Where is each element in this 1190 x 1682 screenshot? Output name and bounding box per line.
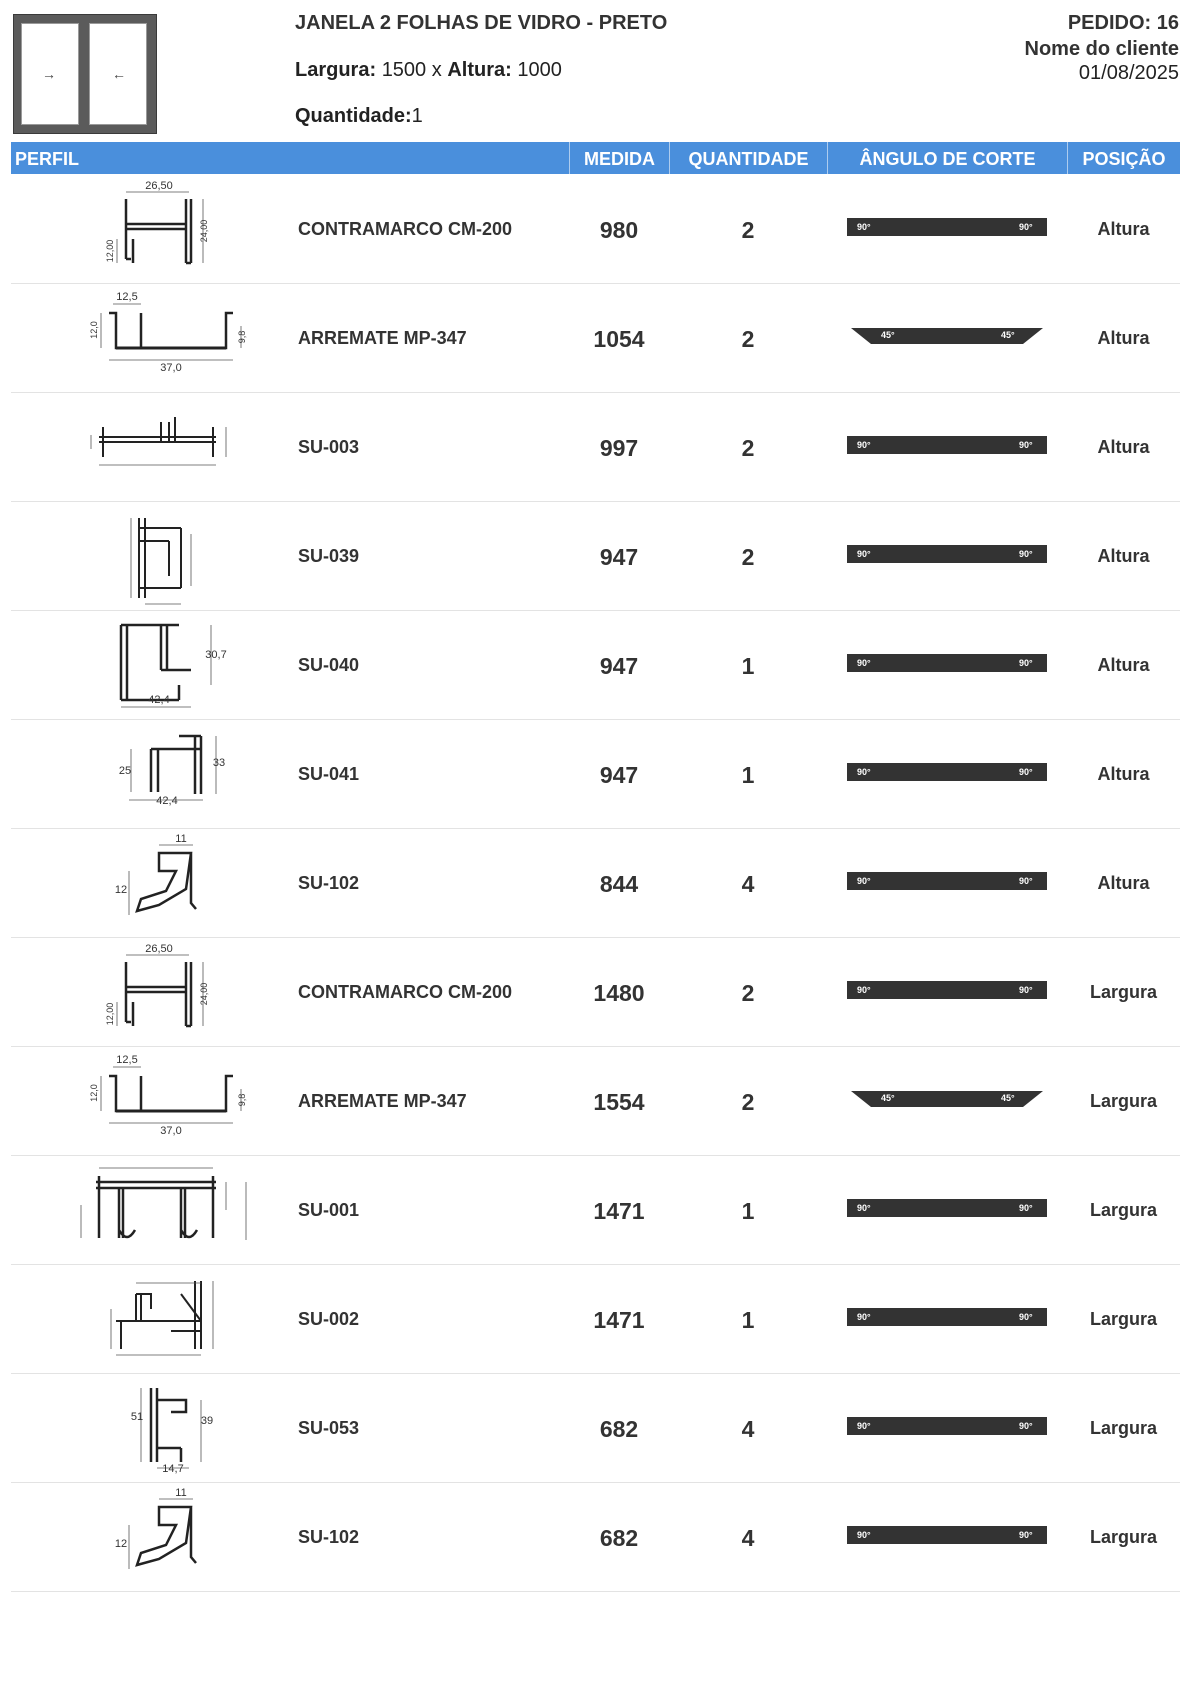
profile-quantidade: 2 bbox=[741, 217, 755, 243]
cut-angle bbox=[847, 431, 1047, 457]
column-angulo: ÂNGULO DE CORTE bbox=[827, 142, 1067, 174]
svg-text:90°: 90° bbox=[1019, 767, 1033, 777]
profile-name: CONTRAMARCO CM-200 bbox=[298, 219, 513, 239]
profile-medida: 682 bbox=[599, 1416, 639, 1442]
profile-posicao: Altura bbox=[1097, 219, 1150, 239]
svg-text:24,00: 24,00 bbox=[199, 982, 209, 1006]
profile-posicao: Altura bbox=[1097, 764, 1150, 784]
svg-text:12,0: 12,0 bbox=[89, 1084, 99, 1102]
profile-name: CONTRAMARCO CM-200 bbox=[298, 982, 513, 1002]
order-number: PEDIDO: 16 bbox=[1067, 12, 1179, 34]
product-dimensions bbox=[295, 59, 562, 82]
profile-medida: 980 bbox=[599, 217, 639, 243]
table-row bbox=[11, 720, 1180, 829]
svg-text:12,00: 12,00 bbox=[105, 1002, 115, 1026]
profile-quantidade: 2 bbox=[741, 435, 755, 461]
svg-text:90°: 90° bbox=[857, 985, 871, 995]
svg-text:25: 25 bbox=[118, 765, 132, 777]
profile-medida: 1471 bbox=[593, 1307, 645, 1333]
svg-text:12: 12 bbox=[114, 884, 128, 896]
profile-drawing-su039 bbox=[41, 506, 281, 606]
height-value: 1000 bbox=[517, 59, 562, 81]
svg-text:45°: 45° bbox=[1001, 1093, 1015, 1103]
cut-angle-90 bbox=[847, 540, 1047, 566]
svg-text:90°: 90° bbox=[857, 549, 871, 559]
svg-text:90°: 90° bbox=[857, 440, 871, 450]
svg-text:12: 12 bbox=[114, 1538, 128, 1550]
profile-drawing-su003 bbox=[41, 397, 281, 497]
profile-name: SU-102 bbox=[298, 873, 360, 893]
profile-drawing-su102 bbox=[41, 833, 281, 933]
cut-angle-90 bbox=[847, 431, 1047, 457]
profile-medida: 947 bbox=[599, 544, 639, 570]
cut-angle-90 bbox=[847, 1521, 1047, 1547]
profile-medida: 844 bbox=[599, 871, 639, 897]
column-quantidade: QUANTIDADE bbox=[669, 142, 827, 174]
cut-angle bbox=[847, 758, 1047, 784]
arrow-right-icon: → bbox=[42, 66, 56, 82]
client-name: Nome do cliente bbox=[1024, 38, 1179, 60]
cut-angle bbox=[847, 1085, 1047, 1111]
profile-name: SU-039 bbox=[298, 546, 360, 566]
profile-drawing-mp347 bbox=[41, 1051, 281, 1151]
profile-drawing-su041 bbox=[41, 724, 281, 824]
svg-text:90°: 90° bbox=[1019, 1530, 1033, 1540]
profile-name: ARREMATE MP-347 bbox=[298, 328, 467, 348]
svg-text:24,00: 24,00 bbox=[199, 219, 209, 243]
table-row bbox=[11, 284, 1180, 393]
profile-medida: 1554 bbox=[593, 1089, 645, 1115]
svg-text:90°: 90° bbox=[857, 876, 871, 886]
table-header bbox=[11, 142, 1180, 174]
svg-text:90°: 90° bbox=[1019, 985, 1033, 995]
profile-quantidade: 4 bbox=[741, 1525, 755, 1551]
profile-medida: 947 bbox=[599, 762, 639, 788]
svg-text:9,8: 9,8 bbox=[237, 330, 247, 344]
svg-text:90°: 90° bbox=[857, 1203, 871, 1213]
svg-text:90°: 90° bbox=[1019, 658, 1033, 668]
cut-angle-90 bbox=[847, 649, 1047, 675]
table-row bbox=[11, 393, 1180, 502]
svg-text:14,7: 14,7 bbox=[162, 1463, 184, 1475]
profile-posicao: Largura bbox=[1089, 1527, 1158, 1547]
profile-drawing-cm200 bbox=[41, 179, 281, 279]
profile-posicao: Largura bbox=[1089, 1309, 1158, 1329]
width-value: 1500 bbox=[381, 59, 427, 81]
cut-angle bbox=[847, 649, 1047, 675]
svg-text:33: 33 bbox=[212, 757, 226, 769]
cut-angle-90 bbox=[847, 1194, 1047, 1220]
cut-angle bbox=[847, 1521, 1047, 1547]
table-row bbox=[11, 1483, 1180, 1592]
cut-angle-90 bbox=[847, 1303, 1047, 1329]
product-quantity bbox=[295, 105, 423, 128]
profile-drawing-su102 bbox=[41, 1487, 281, 1587]
profile-name: ARREMATE MP-347 bbox=[298, 1091, 467, 1111]
svg-text:90°: 90° bbox=[857, 1530, 871, 1540]
window-pane-left bbox=[21, 23, 79, 125]
profile-quantidade: 4 bbox=[741, 871, 755, 897]
profile-medida: 682 bbox=[599, 1525, 639, 1551]
svg-text:42,4: 42,4 bbox=[148, 694, 170, 706]
column-posicao: POSIÇÃO bbox=[1067, 142, 1180, 174]
profile-drawing-su040 bbox=[41, 615, 281, 715]
document-header bbox=[0, 0, 1190, 140]
profile-drawing-cm200 bbox=[41, 942, 281, 1042]
svg-text:90°: 90° bbox=[857, 1421, 871, 1431]
profile-quantidade: 2 bbox=[741, 980, 755, 1006]
svg-text:90°: 90° bbox=[1019, 222, 1033, 232]
svg-text:90°: 90° bbox=[1019, 876, 1033, 886]
profile-posicao: Largura bbox=[1089, 982, 1158, 1002]
profile-posicao: Altura bbox=[1097, 873, 1150, 893]
table-row bbox=[11, 1047, 1180, 1156]
profile-name: SU-041 bbox=[298, 764, 360, 784]
cut-angle-90 bbox=[847, 758, 1047, 784]
svg-text:90°: 90° bbox=[857, 222, 871, 232]
svg-text:90°: 90° bbox=[857, 1312, 871, 1322]
cut-angle bbox=[847, 540, 1047, 566]
product-title: JANELA 2 FOLHAS DE VIDRO - PRETO bbox=[295, 12, 668, 34]
quantity-value: 1 bbox=[411, 105, 423, 127]
cut-angle bbox=[847, 322, 1047, 348]
svg-text:90°: 90° bbox=[857, 658, 871, 668]
profile-quantidade: 1 bbox=[741, 1307, 755, 1333]
profile-quantidade: 2 bbox=[741, 544, 755, 570]
profile-name: SU-002 bbox=[298, 1309, 360, 1329]
profile-posicao: Largura bbox=[1089, 1418, 1158, 1438]
cut-angle bbox=[847, 1303, 1047, 1329]
svg-text:90°: 90° bbox=[1019, 440, 1033, 450]
svg-text:45°: 45° bbox=[881, 1093, 895, 1103]
cut-angle-90 bbox=[847, 213, 1047, 239]
svg-text:37,0: 37,0 bbox=[160, 362, 182, 374]
profile-posicao: Altura bbox=[1097, 655, 1150, 675]
profile-quantidade: 1 bbox=[741, 653, 755, 679]
svg-text:12,5: 12,5 bbox=[116, 291, 138, 303]
svg-text:90°: 90° bbox=[857, 767, 871, 777]
profile-medida: 1480 bbox=[593, 980, 645, 1006]
column-perfil: PERFIL bbox=[15, 149, 80, 169]
dimension-separator: x bbox=[431, 59, 442, 81]
profile-drawing-su053 bbox=[41, 1378, 281, 1478]
svg-text:11: 11 bbox=[175, 833, 187, 845]
table-row bbox=[11, 1374, 1180, 1483]
profile-posicao: Altura bbox=[1097, 546, 1150, 566]
cut-angle bbox=[847, 867, 1047, 893]
svg-text:26,50: 26,50 bbox=[145, 180, 173, 192]
quantity-label: Quantidade: bbox=[295, 105, 412, 127]
table-row bbox=[11, 611, 1180, 720]
svg-text:90°: 90° bbox=[1019, 1312, 1033, 1322]
window-thumbnail bbox=[13, 14, 157, 134]
profile-drawing-su001 bbox=[41, 1160, 281, 1260]
table-row bbox=[11, 829, 1180, 938]
profile-posicao: Altura bbox=[1097, 437, 1150, 457]
profile-medida: 947 bbox=[599, 653, 639, 679]
width-label: Largura: bbox=[295, 59, 377, 81]
cut-angle bbox=[847, 1194, 1047, 1220]
svg-text:9,8: 9,8 bbox=[237, 1093, 247, 1107]
profile-quantidade: 2 bbox=[741, 326, 755, 352]
cut-angle-90 bbox=[847, 867, 1047, 893]
cut-angle bbox=[847, 976, 1047, 1002]
svg-text:90°: 90° bbox=[1019, 1203, 1033, 1213]
profile-name: SU-040 bbox=[298, 655, 360, 675]
profile-drawing-mp347 bbox=[41, 288, 281, 388]
svg-text:30,7: 30,7 bbox=[205, 649, 227, 661]
svg-text:42,4: 42,4 bbox=[156, 795, 178, 807]
cut-angle bbox=[847, 213, 1047, 239]
svg-text:12,00: 12,00 bbox=[105, 239, 115, 263]
table-row bbox=[11, 1265, 1180, 1374]
svg-text:90°: 90° bbox=[1019, 1421, 1033, 1431]
profile-quantidade: 2 bbox=[741, 1089, 755, 1115]
profile-name: SU-003 bbox=[298, 437, 360, 457]
table-row bbox=[11, 502, 1180, 611]
profile-medida: 997 bbox=[599, 435, 639, 461]
profile-medida: 1054 bbox=[593, 326, 645, 352]
profile-quantidade: 4 bbox=[741, 1416, 755, 1442]
profile-name: SU-001 bbox=[298, 1200, 360, 1220]
svg-text:90°: 90° bbox=[1019, 549, 1033, 559]
profile-drawing-su002 bbox=[41, 1269, 281, 1369]
table-row bbox=[11, 175, 1180, 284]
profile-posicao: Largura bbox=[1089, 1091, 1158, 1111]
svg-text:12,5: 12,5 bbox=[116, 1054, 138, 1066]
profile-posicao: Largura bbox=[1089, 1200, 1158, 1220]
profile-medida: 1471 bbox=[593, 1198, 645, 1224]
svg-text:39: 39 bbox=[200, 1415, 214, 1427]
order-date: 01/08/2025 bbox=[1078, 62, 1179, 84]
profile-table bbox=[11, 175, 1180, 1592]
profile-quantidade: 1 bbox=[741, 762, 755, 788]
window-pane-right bbox=[89, 23, 147, 125]
cut-angle-45 bbox=[847, 322, 1047, 348]
svg-text:37,0: 37,0 bbox=[160, 1125, 182, 1137]
svg-text:26,50: 26,50 bbox=[145, 943, 173, 955]
svg-text:12,0: 12,0 bbox=[89, 321, 99, 339]
cut-angle-90 bbox=[847, 976, 1047, 1002]
svg-text:45°: 45° bbox=[1001, 330, 1015, 340]
column-medida: MEDIDA bbox=[569, 142, 669, 174]
svg-text:11: 11 bbox=[175, 1487, 187, 1499]
profile-quantidade: 1 bbox=[741, 1198, 755, 1224]
svg-text:51: 51 bbox=[130, 1411, 144, 1423]
height-label: Altura: bbox=[447, 59, 512, 81]
profile-posicao: Altura bbox=[1097, 328, 1150, 348]
table-row bbox=[11, 1156, 1180, 1265]
profile-name: SU-102 bbox=[298, 1527, 360, 1547]
arrow-left-icon: ← bbox=[112, 66, 126, 82]
svg-text:45°: 45° bbox=[881, 330, 895, 340]
cut-angle-90 bbox=[847, 1412, 1047, 1438]
cut-angle-45 bbox=[847, 1085, 1047, 1111]
table-row bbox=[11, 938, 1180, 1047]
cut-angle bbox=[847, 1412, 1047, 1438]
profile-name: SU-053 bbox=[298, 1418, 360, 1438]
